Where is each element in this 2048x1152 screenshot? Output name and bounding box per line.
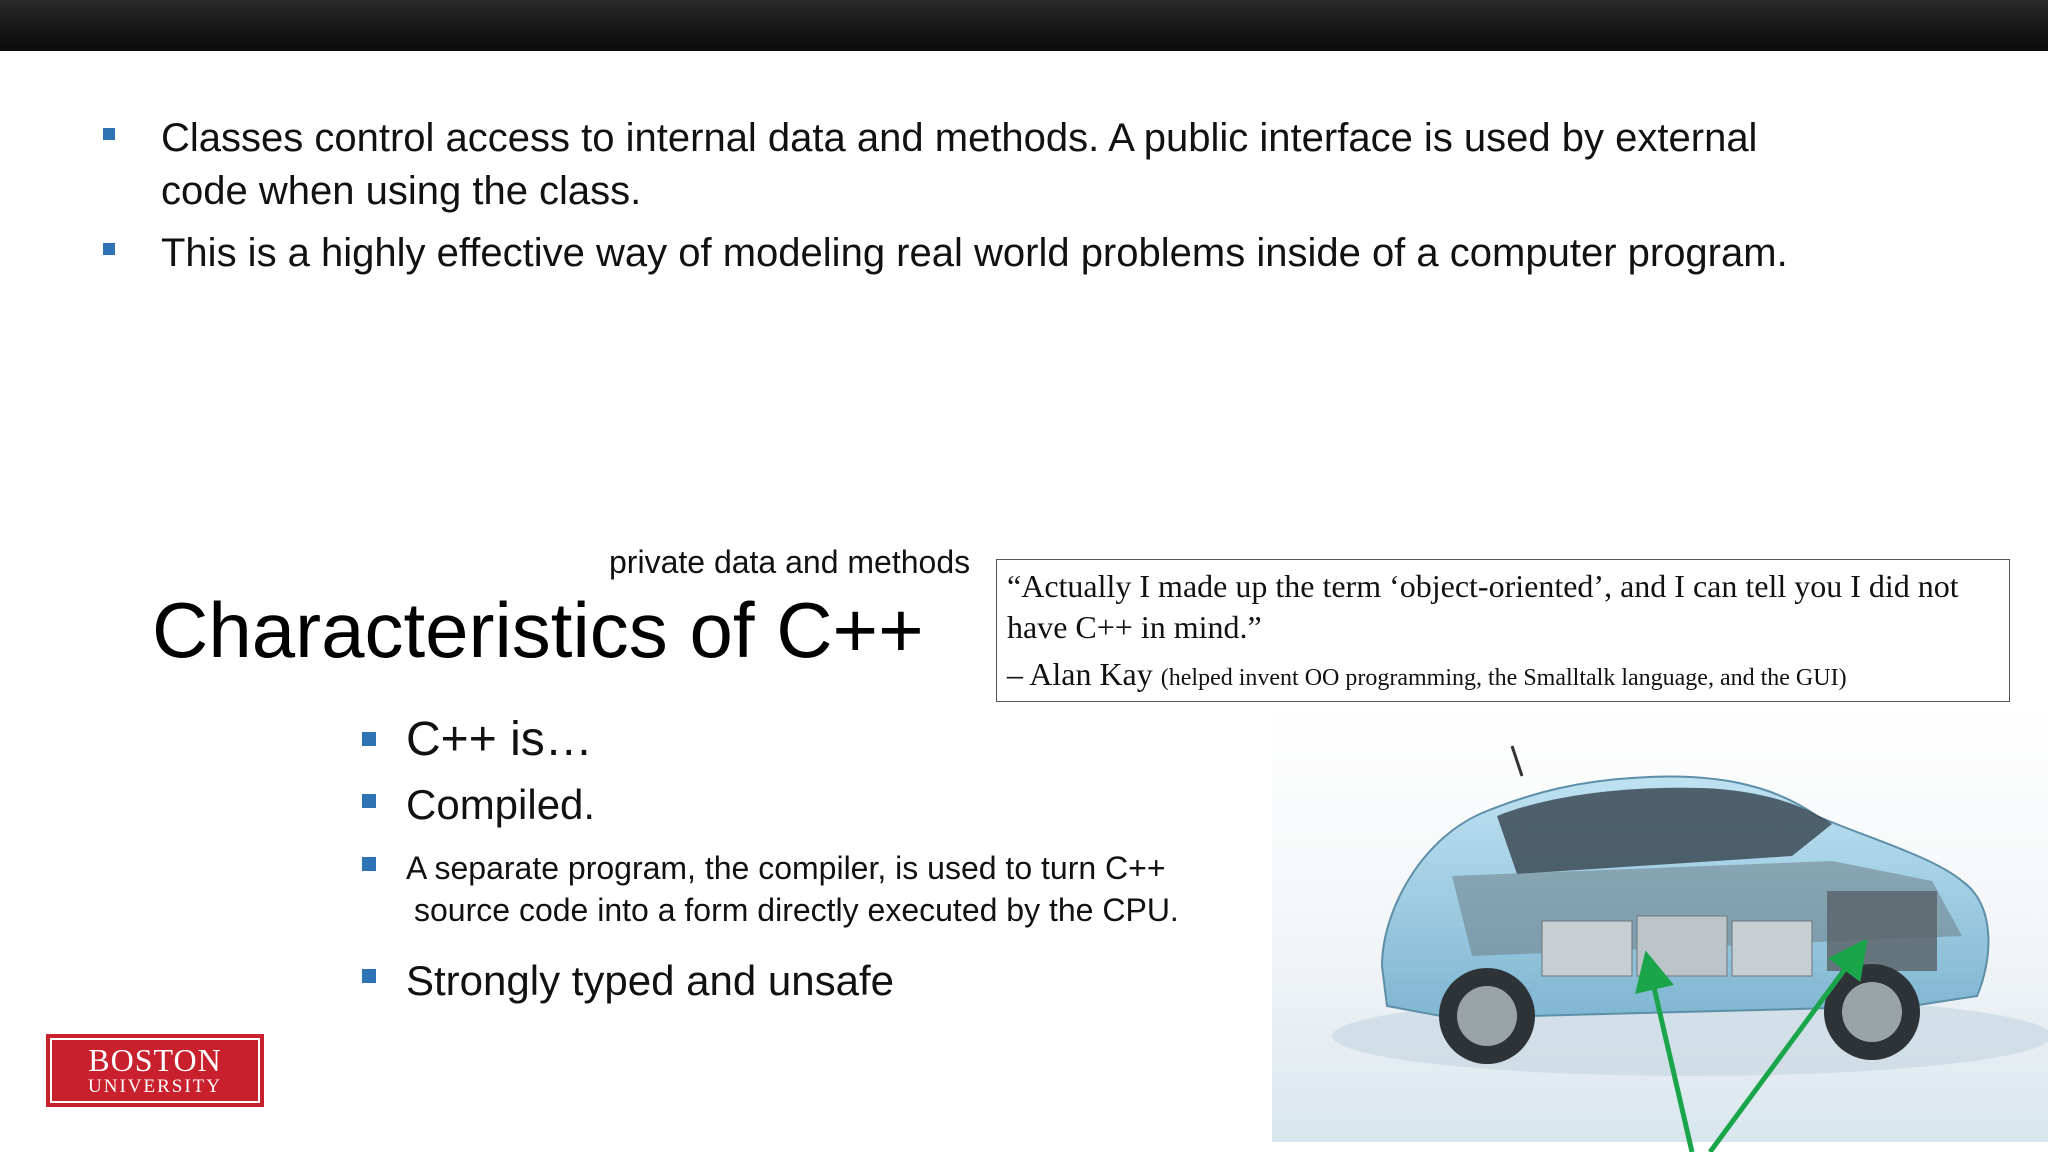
top-bullet-1-text <box>161 112 1757 218</box>
quote-author: – Alan Kay <box>1007 656 1153 692</box>
quote-author-note: (helped invent OO programming, the Smalltalk language, and the GUI) <box>1160 665 1847 691</box>
logo-line-2: UNIVERSITY <box>88 1076 222 1097</box>
boston-university-logo <box>46 1034 264 1107</box>
bullet-square-icon <box>362 969 376 983</box>
top-bullet-1 <box>103 112 1963 218</box>
sub-bullet-2-text: Compiled. <box>406 781 596 828</box>
quote-text: “Actually I made up the term ‘object-oriented’, and I can tell you I did not have C++ in mind.” <box>1007 568 1959 645</box>
arrow-to-motor <box>1710 954 1856 1152</box>
bullet-square-icon <box>362 794 376 808</box>
logo-line-1: BOSTON <box>88 1042 222 1078</box>
bullet-square-icon <box>362 732 376 746</box>
sub-bullet-4-text: Strongly typed and unsafe <box>406 957 895 1004</box>
top-bar <box>0 0 2048 51</box>
top-bullet-1-line2: code when using the class. <box>161 169 642 213</box>
top-bullet-2 <box>103 227 2003 280</box>
sub-bullet-1-text: C++ is… <box>406 713 593 766</box>
sub-bullet-3-line2: source code into a form directly executed by the CPU. <box>414 892 1179 928</box>
sub-bullet-1 <box>362 711 593 769</box>
quote-attribution <box>1007 655 1999 697</box>
sub-bullet-3-line1: A separate program, the compiler, is used to turn C++ <box>406 850 1166 886</box>
sub-bullet-2 <box>362 780 595 830</box>
arrow-to-battery <box>1650 970 1692 1152</box>
green-arrows <box>1600 940 1900 1152</box>
bullet-square-icon <box>103 128 115 140</box>
slide-heading: Characteristics of C++ <box>152 586 924 674</box>
bullet-square-icon <box>362 857 376 871</box>
private-data-label: private data and methods <box>609 544 971 580</box>
top-bullet-2-text: This is a highly effective way of modeling real world problems inside of a computer program. <box>161 231 1788 275</box>
sub-bullet-3-text <box>406 847 1179 931</box>
bullet-square-icon <box>103 243 115 255</box>
sub-bullet-4 <box>362 955 894 1007</box>
sub-bullet-3 <box>362 847 1179 931</box>
quote-box <box>996 559 2010 702</box>
top-bullet-1-line1: Classes control access to internal data and methods. A public interface is used by external <box>161 116 1758 160</box>
